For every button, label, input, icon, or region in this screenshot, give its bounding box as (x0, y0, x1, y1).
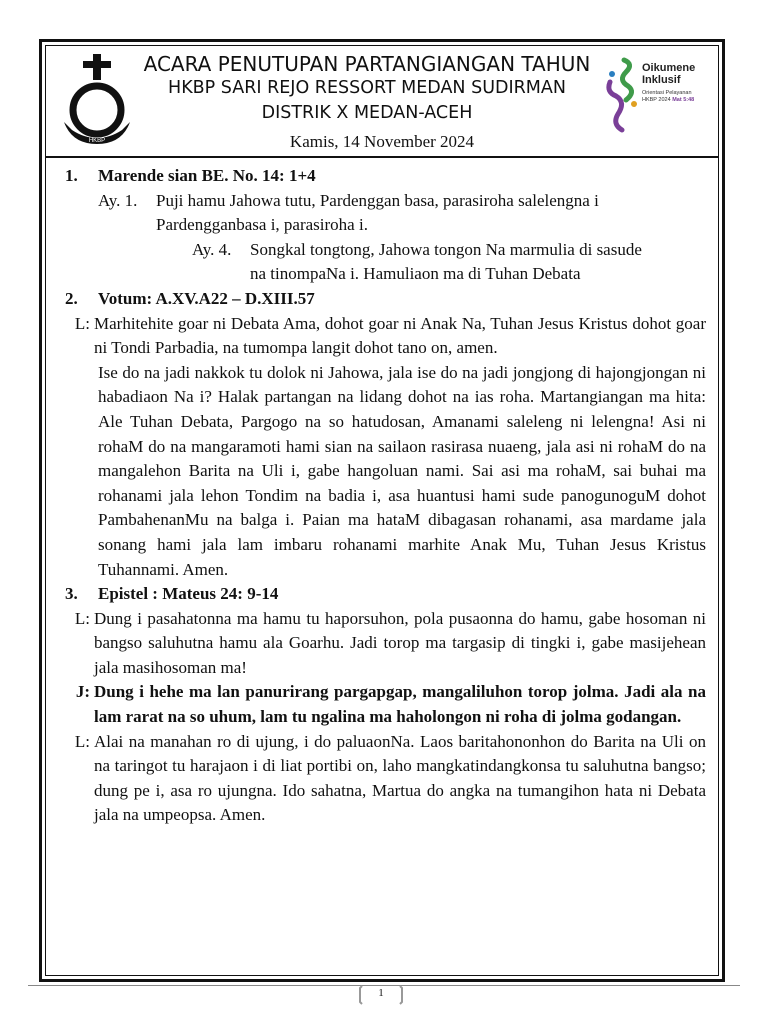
verse-line: Puji hamu Jahowa tutu, Pardenggan basa, parasiroha salelengna i (156, 190, 599, 210)
liturgy-leader (46, 607, 718, 681)
liturgy-text: Marhitehite goar ni Debata Ama, dohot goar ni Anak Na, Tuhan Jesus Kristus dohot goar ni Tondi Parbadia, na tumompa langit dohot tano on, amen. (94, 313, 706, 358)
document-body (46, 164, 718, 828)
oikumene-sub3: Mat 5:48 (672, 96, 695, 103)
liturgy-text: Dung i hehe ma lan panurirang pargapgap, mangaliluhon torop jolma. Jadi ala na lam rarat na so uhum, lam tu ngalina ma haholongon ni roha di jolma godangan. (94, 682, 706, 727)
section-title: Epistel : Mateus 24: 9-14 (98, 584, 279, 604)
oikumene-logo-icon (604, 56, 640, 136)
oikumene-logo (604, 56, 714, 136)
svg-text:HKBP: HKBP (88, 138, 106, 144)
oikumene-sub1: Orientasi Pelayanan (642, 90, 692, 96)
oikumene-title2: Inklusif (642, 74, 681, 87)
speaker-label: L: (74, 313, 90, 333)
liturgy-text: Dung i pasahatonna ma hamu tu haporsuhon, pola pusaonna do hamu, gabe hosoman ni bangso saluhutna hamu ala Goarhu. Jadi torop ma targasip di tingki i, gabe masijehean jala masihosoman ma! (94, 608, 706, 677)
page-number-text: 1 (378, 987, 384, 999)
header-title-line3: DISTRIK X MEDAN-ACEH (261, 103, 473, 123)
verse-label: Ay. 4. (192, 239, 232, 259)
verse-ay1 (46, 189, 718, 238)
page-frame (39, 39, 725, 982)
header-title-line2: HKBP SARI REJO RESSORT MEDAN SUDIRMAN (168, 78, 566, 98)
speaker-label: J: (75, 682, 90, 702)
page-number (358, 984, 404, 1006)
verse-line: na tinompaNa i. Hamuliaon ma di Tuhan Debata (250, 264, 581, 284)
section-2 (46, 287, 718, 312)
section-3 (46, 582, 718, 607)
section-number: 2. (65, 288, 78, 308)
section-title: Marende sian BE. No. 14: 1+4 (98, 166, 316, 185)
section-1 (46, 164, 718, 189)
liturgy-text: Alai na manahan ro di ujung, i do paluaonNa. Laos baritahononhon do Barita na Uli on na taringot tu harajaon i di liat portibi on, laho mangkatindangkonsa tu saluhutna bangso; dung pe i, asa ro ujungna. Ido sahatna, Martua do angka na tumangihon hata ni Debata jala na umpeopsa. Amen. (94, 731, 706, 825)
verse-label: Ay. 1. (98, 190, 138, 210)
liturgy-leader (46, 730, 718, 828)
document-header (46, 46, 718, 158)
liturgy-leader (46, 312, 718, 361)
speaker-label: L: (74, 608, 90, 628)
speaker-label: L: (74, 731, 90, 751)
oikumene-title1: Oikumene (642, 62, 696, 74)
header-title-line1: ACARA PENUTUPAN PARTANGIANGAN TAHUN (143, 52, 591, 76)
liturgy-congregation (46, 680, 718, 729)
verse-line: Songkal tongtong, Jahowa tongon Na marmulia di sasude (250, 239, 642, 259)
section-number: 3. (65, 584, 78, 604)
verse-ay4 (46, 238, 718, 287)
page-frame-inner (45, 45, 719, 976)
page-bracket-icon (358, 984, 404, 1006)
verse-line: Pardengganbasa i, parasiroha i. (156, 215, 368, 235)
section-number: 1. (65, 166, 78, 185)
votum-prayer: Ise do na jadi nakkok tu dolok ni Jahowa, jala ise do na jadi jongjong di hajongjongan ni habadiaon Na i? Halak partangan na lidang dohot na ias roha. Martangiangan ma hita: Ale Tuhan Debata, Pargogo na so hatudosan, Amanami saleleng ni lelengna! Asi ni rohaM do na mangaramoti hami sian na sailaon rasirasa nuaeng, jala asi ni rohaM do na mangalehon Barita na Uli i, gabe hangoluan nami. Sai asi ma rohaM, sai buhai ma rohanami jala lehon Tondim na badia i, asa huantusi hami sude panogunoguM dohot PambahenanMu na balga i. Paian ma hataM dibagasan rohanami, asa mardame jala sonang hami jala lam imbaru rohanami marhite Anak Mu, Tuhan Jesus Kristus Tuhannami. Amen. (98, 362, 706, 579)
header-date: Kamis, 14 November 2024 (289, 132, 475, 151)
section-title: Votum: A.XV.A22 – D.XIII.57 (98, 288, 315, 308)
oikumene-sub2: HKBP 2024 (642, 96, 671, 103)
